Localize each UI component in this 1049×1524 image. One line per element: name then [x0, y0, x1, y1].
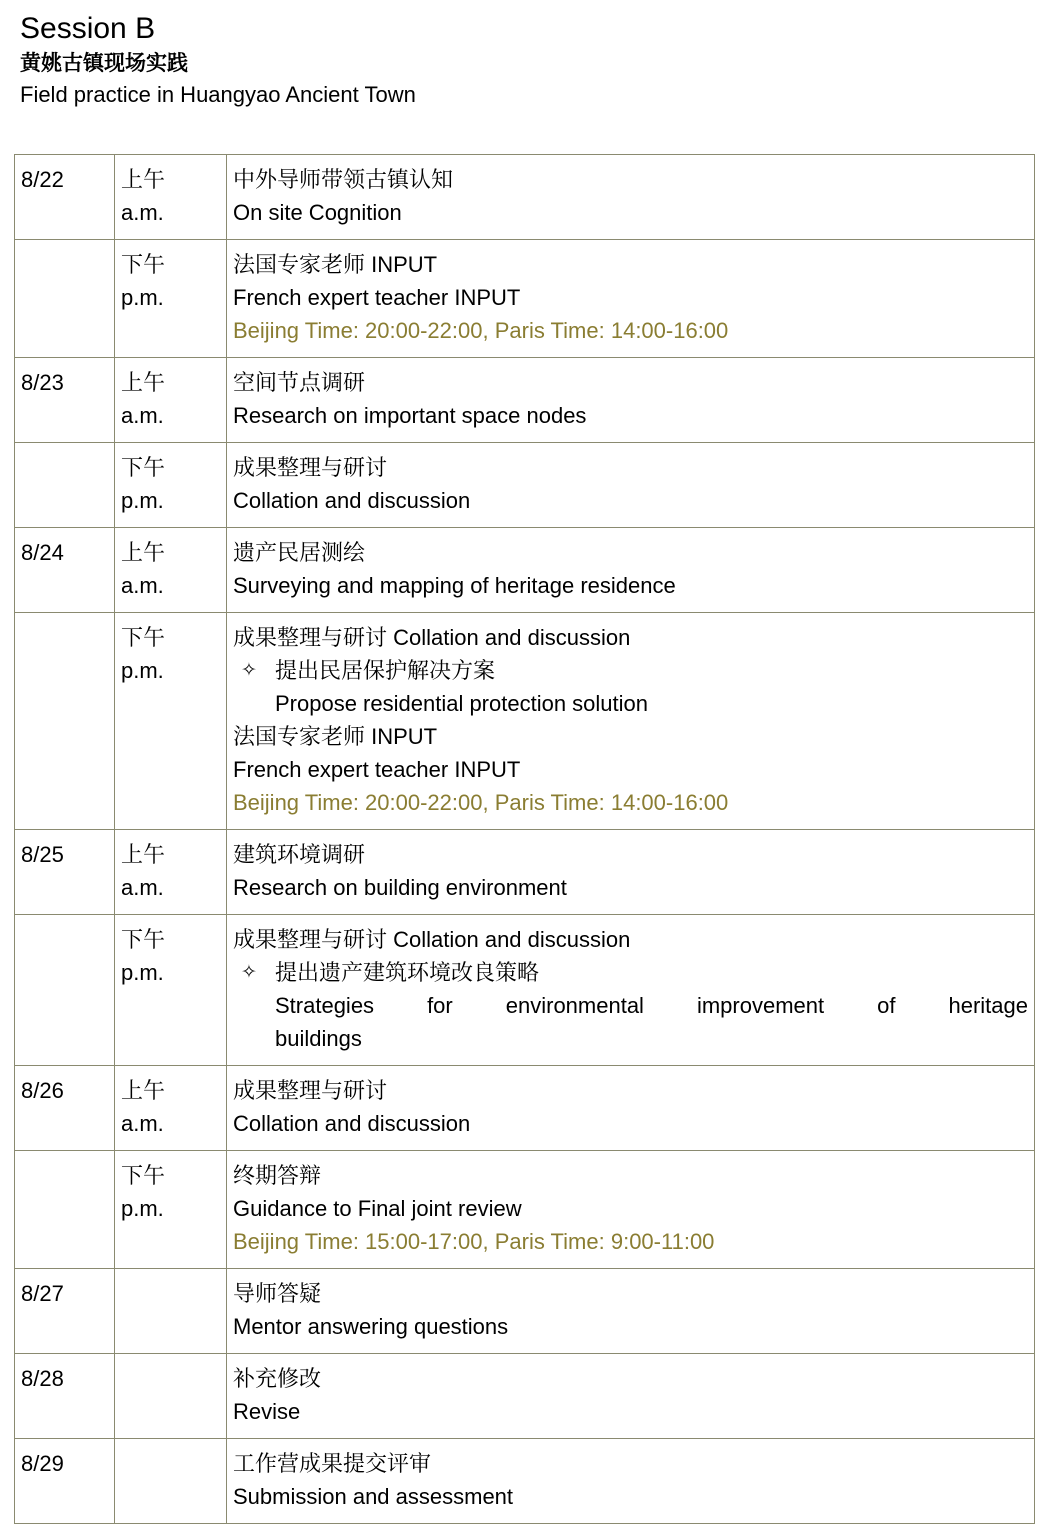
row-halfday [115, 443, 227, 528]
content-english: Mentor answering questions [233, 1314, 509, 1339]
content-english: Guidance to Final joint review [233, 1196, 522, 1221]
halfday-english: a.m. [121, 200, 164, 225]
content-english: Revise [233, 1399, 301, 1424]
row-date: 8/27 [15, 1269, 115, 1354]
table-row [15, 915, 1035, 1066]
table-row [15, 1354, 1035, 1439]
row-content [227, 613, 1035, 830]
row-halfday [115, 915, 227, 1066]
bullet-text-chinese: 提出遗产建筑环境改良策略 [275, 960, 540, 985]
table-row [15, 443, 1035, 528]
row-halfday-empty [115, 1269, 227, 1354]
row-halfday-empty [115, 1439, 227, 1524]
table-row [15, 240, 1035, 358]
content-chinese: 补充修改 [233, 1366, 322, 1391]
content-chinese: 中外导师带领古镇认知 [233, 167, 454, 192]
row-content [227, 358, 1035, 443]
content-english: Research on important space nodes [233, 403, 587, 428]
halfday-english: p.m. [121, 1196, 164, 1221]
halfday-english: a.m. [121, 573, 164, 598]
content-chinese: 空间节点调研 [233, 370, 366, 395]
page-subtitle-english: Field practice in Huangyao Ancient Town [20, 82, 416, 107]
bullet-text-english: Strategies for environmental improvement of heritage [275, 993, 1028, 1018]
time-note: Beijing Time: 20:00-22:00, Paris Time: 14:00-16:00 [233, 318, 729, 343]
row-date [15, 613, 115, 830]
row-content [227, 155, 1035, 240]
halfday-chinese: 上午 [121, 167, 166, 192]
table-row [15, 155, 1035, 240]
content-chinese: 成果整理与研讨 [233, 1078, 388, 1103]
content-chinese: 成果整理与研讨 [233, 455, 388, 480]
halfday-chinese: 上午 [121, 370, 166, 395]
row-content [227, 443, 1035, 528]
halfday-chinese: 上午 [121, 1078, 166, 1103]
content-line-bilingual: 成果整理与研讨 Collation and discussion [233, 927, 631, 952]
content-chinese: 工作营成果提交评审 [233, 1451, 432, 1476]
halfday-chinese: 下午 [121, 625, 166, 650]
content-chinese: 法国专家老师 INPUT [233, 252, 438, 277]
time-note: Beijing Time: 15:00-17:00, Paris Time: 9:00-11:00 [233, 1229, 715, 1254]
diamond-bullet-icon: ✧ [241, 962, 257, 983]
table-row [15, 1066, 1035, 1151]
row-halfday [115, 1066, 227, 1151]
halfday-chinese: 上午 [121, 842, 166, 867]
row-date [15, 915, 115, 1066]
content-english: Collation and discussion [233, 488, 471, 513]
content-english: Submission and assessment [233, 1484, 514, 1509]
row-halfday [115, 613, 227, 830]
table-row [15, 528, 1035, 613]
content-chinese: 终期答辩 [233, 1163, 322, 1188]
bullet-item [241, 654, 1028, 687]
content-english: Surveying and mapping of heritage residence [233, 573, 676, 598]
row-date: 8/24 [15, 528, 115, 613]
halfday-english: p.m. [121, 488, 164, 513]
row-halfday-empty [115, 1354, 227, 1439]
halfday-chinese: 下午 [121, 252, 166, 277]
row-date: 8/25 [15, 830, 115, 915]
document-header [14, 10, 1035, 110]
bullet-text-chinese: 提出民居保护解决方案 [275, 658, 496, 683]
halfday-english: p.m. [121, 658, 164, 683]
row-content [227, 1151, 1035, 1269]
content-chinese: 建筑环境调研 [233, 842, 366, 867]
row-halfday [115, 830, 227, 915]
row-content [227, 830, 1035, 915]
row-date: 8/22 [15, 155, 115, 240]
row-halfday [115, 528, 227, 613]
table-row [15, 1269, 1035, 1354]
row-date: 8/23 [15, 358, 115, 443]
row-date [15, 240, 115, 358]
row-content [227, 915, 1035, 1066]
content-english: Research on building environment [233, 875, 567, 900]
row-content [227, 1354, 1035, 1439]
row-date: 8/28 [15, 1354, 115, 1439]
content-english: French expert teacher INPUT [233, 285, 521, 310]
row-date: 8/29 [15, 1439, 115, 1524]
time-note: Beijing Time: 20:00-22:00, Paris Time: 14:00-16:00 [233, 790, 729, 815]
table-row [15, 358, 1035, 443]
row-content [227, 528, 1035, 613]
bullet-item [241, 956, 1028, 989]
content-chinese: 导师答疑 [233, 1281, 322, 1306]
halfday-chinese: 下午 [121, 455, 166, 480]
halfday-english: a.m. [121, 875, 164, 900]
halfday-chinese: 上午 [121, 540, 166, 565]
row-content [227, 1066, 1035, 1151]
row-content [227, 1439, 1035, 1524]
row-date: 8/26 [15, 1066, 115, 1151]
content-line-bilingual: 成果整理与研讨 Collation and discussion [233, 625, 631, 650]
halfday-english: p.m. [121, 960, 164, 985]
row-halfday [115, 1151, 227, 1269]
table-row [15, 1151, 1035, 1269]
halfday-chinese: 下午 [121, 1163, 166, 1188]
bullet-text-english: Propose residential protection solution [275, 691, 649, 716]
row-content [227, 1269, 1035, 1354]
page-subtitle-chinese: 黄姚古镇现场实践 [20, 52, 188, 75]
page-title: Session B [20, 12, 156, 45]
content-english-secondary: French expert teacher INPUT [233, 757, 521, 782]
diamond-bullet-icon: ✧ [241, 660, 257, 681]
row-date [15, 443, 115, 528]
content-english: On site Cognition [233, 200, 402, 225]
halfday-chinese: 下午 [121, 927, 166, 952]
table-row [15, 613, 1035, 830]
row-content [227, 240, 1035, 358]
row-date [15, 1151, 115, 1269]
bullet-text-english-wrap: buildings [275, 1026, 362, 1051]
schedule-table [14, 154, 1035, 1524]
row-halfday [115, 358, 227, 443]
content-english: Collation and discussion [233, 1111, 471, 1136]
table-row [15, 1439, 1035, 1524]
halfday-english: a.m. [121, 403, 164, 428]
halfday-english: a.m. [121, 1111, 164, 1136]
content-chinese-secondary: 法国专家老师 INPUT [233, 724, 438, 749]
row-halfday [115, 155, 227, 240]
halfday-english: p.m. [121, 285, 164, 310]
row-halfday [115, 240, 227, 358]
table-row [15, 830, 1035, 915]
content-chinese: 遗产民居测绘 [233, 540, 366, 565]
